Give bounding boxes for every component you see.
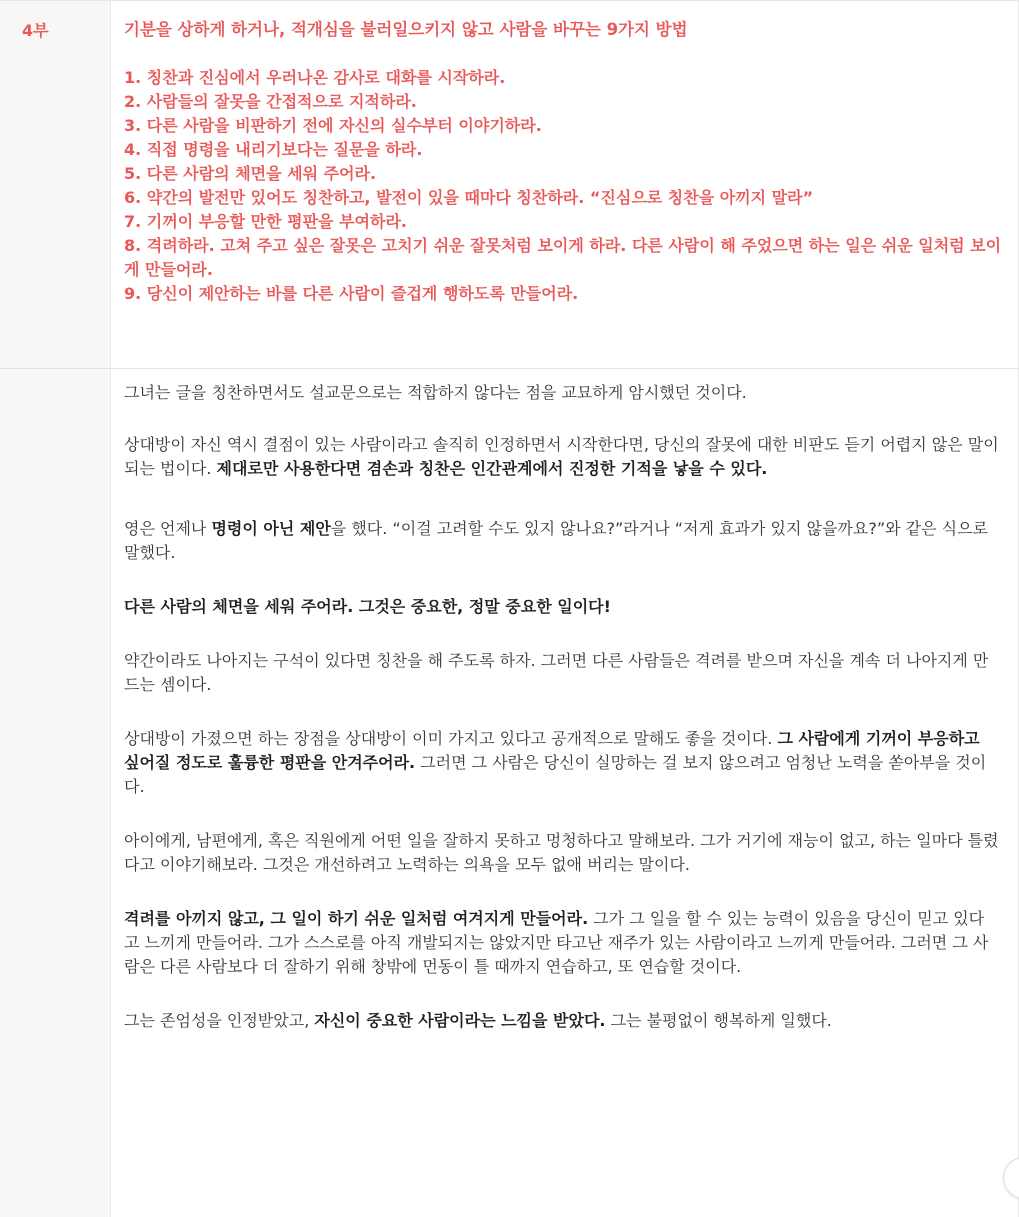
paragraph-bold: 제대로만 사용한다면 겸손과 칭찬은 인간관계에서 진정한 기적을 낳을 수 있다.	[216, 459, 768, 478]
paragraph-text: 영은 언제나	[124, 519, 212, 538]
part-label: 4부	[22, 21, 49, 40]
paragraph-bold: 격려를 아끼지 않고, 그 일이 하기 쉬운 일처럼 여겨지게 만들어라.	[124, 909, 589, 928]
paragraph	[124, 649, 999, 697]
paragraph	[124, 727, 999, 799]
list-item: 6. 약간의 발전만 있어도 칭찬하고, 발전이 있을 때마다 칭찬하라. “진심으로 칭찬을 아끼지 말라”	[124, 188, 814, 207]
notes-body	[124, 381, 999, 1057]
table-row	[0, 369, 1019, 1217]
list-item: 9. 당신이 제안하는 바를 다른 사람이 즐겁게 행하도록 만들어라.	[124, 284, 579, 303]
part-cell-empty[interactable]	[0, 369, 111, 1217]
paragraph	[124, 829, 999, 877]
paragraph	[124, 1009, 999, 1033]
part-cell[interactable]	[0, 1, 111, 368]
paragraph	[124, 433, 999, 481]
list-item: 3. 다른 사람을 비판하기 전에 자신의 실수부터 이야기하라.	[124, 116, 542, 135]
paragraph-text: 을 했다. “이걸 고려할 수도 있지 않나요?”라거나 “저게 효과가 있지 않을까요?”와 같은 식으로 말했다.	[124, 519, 989, 562]
summary-block	[124, 18, 1004, 306]
paragraph-text: 상대방이 자신 역시 결점이 있는 사람이라고 솔직히 인정하면서 시작한다면, 당신의 잘못에 대한 비판도 듣기 어렵지 않은 말이 되는 법이다.	[124, 435, 999, 478]
paragraph-text: 상대방이 가졌으면 하는 장점을 상대방이 이미 가지고 있다고 공개적으로 말해도 좋을 것이다.	[124, 729, 778, 748]
paragraph-text: 그는 존엄성을 인정받았고,	[124, 1011, 315, 1030]
paragraph-bold: 명령이 아닌 제안	[211, 519, 331, 538]
paragraph	[124, 517, 999, 565]
list-item: 8. 격려하라. 고쳐 주고 싶은 잘못은 고치기 쉬운 잘못처럼 보이게 하라. 다른 사람이 해 주었으면 하는 일은 쉬운 일처럼 보이게 만들어라.	[124, 236, 1002, 279]
paragraph-bold: 자신이 중요한 사람이라는 느낌을 받았다.	[314, 1011, 606, 1030]
paragraph-text: 그가 그 일을 할 수 있는 능력이 있음을 당신이 믿고 있다고 느끼게 만들어라. 그가 스스로를 아직 개발되지는 않았지만 타고난 재주가 있는 사람이라고 느끼게 만들어라. 그러면 그 사람은 다른 사람보다 더 잘하기 위해 창밖에 먼동이 틀 때까지 연습하고, 또 연습할 것이다.	[124, 909, 989, 976]
list-item: 4. 직접 명령을 내리기보다는 질문을 하라.	[124, 140, 423, 159]
paragraph-bold: 다른 사람의 체면을 세워 주어라. 그것은 중요한, 정말 중요한 일이다!	[124, 597, 611, 616]
list-item: 2. 사람들의 잘못을 간접적으로 지적하라.	[124, 92, 417, 111]
notes-cell[interactable]	[111, 369, 1019, 1217]
paragraph	[124, 595, 999, 619]
list-item: 5. 다른 사람의 체면을 세워 주어라.	[124, 164, 377, 183]
summary-cell[interactable]	[111, 1, 1019, 368]
paragraph-text: 약간이라도 나아지는 구석이 있다면 칭찬을 해 주도록 하자. 그러면 다른 사람들은 격려를 받으며 자신을 계속 더 나아지게 만드는 셈이다.	[124, 651, 989, 694]
paragraph-text: 아이에게, 남편에게, 혹은 직원에게 어떤 일을 잘하지 못하고 멍청하다고 말해보라. 그가 거기에 재능이 없고, 하는 일마다 틀렸다고 이야기해보라. 그것은 개선하려고 노력하는 의욕을 모두 없애 버리는 말이다.	[124, 831, 999, 874]
paragraph-text: 그러면 그 사람은 당신이 실망하는 걸 보지 않으려고 엄청난 노력을 쏟아부을 것이다.	[124, 753, 987, 796]
paragraph-bold: 그 사람에게 기꺼이 부응하고 싶어질 정도로 훌륭한 평판을 안겨주어라.	[124, 729, 980, 772]
summary-title: 기분을 상하게 하거나, 적개심을 불러일으키지 않고 사람을 바꾸는 9가지 방법	[124, 20, 688, 39]
paragraph-text: 그녀는 글을 칭찬하면서도 설교문으로는 적합하지 않다는 점을 교묘하게 암시했던 것이다.	[124, 383, 747, 402]
paragraph	[124, 381, 999, 405]
list-item: 7. 기꺼이 부응할 만한 평판을 부여하라.	[124, 212, 407, 231]
principles-list	[124, 66, 1004, 306]
table-row	[0, 1, 1019, 369]
paragraph-text: 그는 불평없이 행복하게 일했다.	[605, 1011, 832, 1030]
list-item: 1. 칭찬과 진심에서 우러나온 감사로 대화를 시작하라.	[124, 68, 506, 87]
paragraph	[124, 907, 999, 979]
